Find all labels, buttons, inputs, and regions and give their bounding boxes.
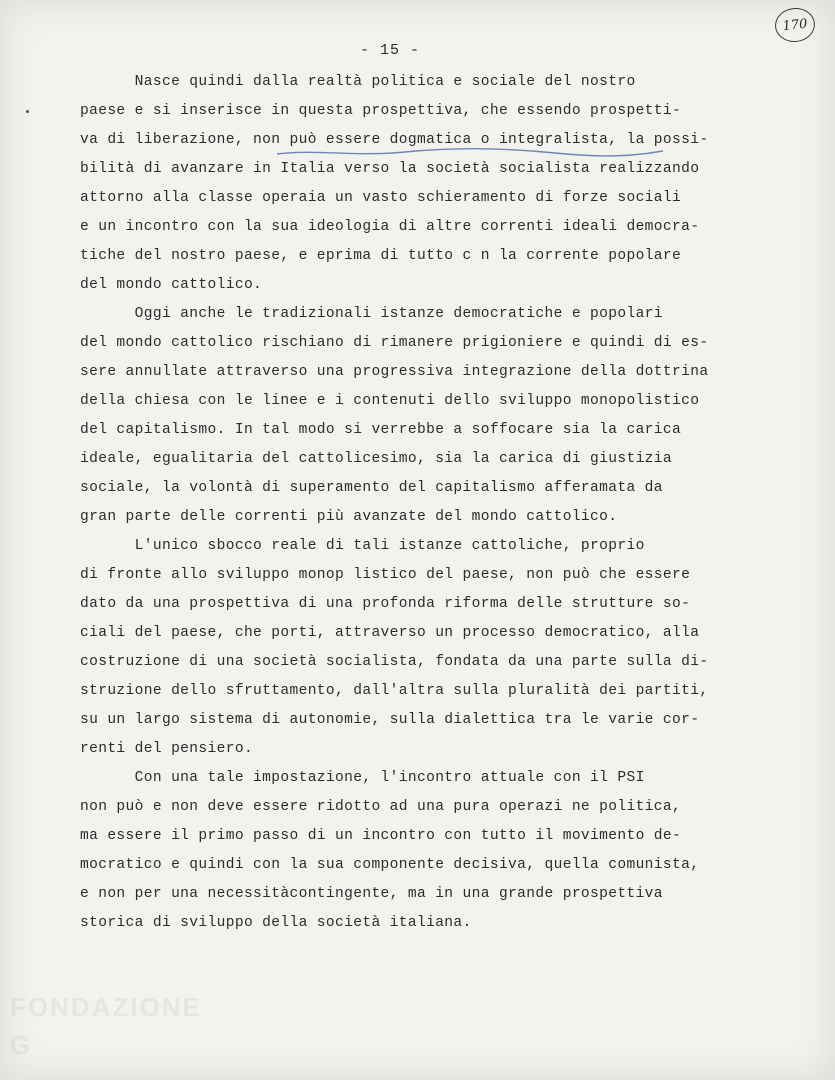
text-line: va di liberazione, non può essere dogmatica o integralista, la possi-	[80, 132, 709, 148]
text-line: Con una tale impostazione, l'incontro attuale con il PSI	[80, 770, 645, 786]
text-line: struzione dello sfruttamento, dall'altra sulla pluralità dei partiti,	[80, 683, 709, 699]
text-line: ma essere il primo passo di un incontro con tutto il movimento de-	[80, 828, 682, 844]
text-line: L'unico sbocco reale di tali istanze cattoliche, proprio	[80, 538, 645, 554]
folio-stamp	[773, 6, 816, 44]
archive-watermark	[10, 988, 202, 1064]
text-line: dato da una prospettiva di una profonda riforma delle strutture so-	[80, 596, 691, 612]
text-line: storica di sviluppo della società italiana.	[80, 915, 472, 931]
text-line: Nasce quindi dalla realtà politica e sociale del nostro	[80, 74, 636, 90]
text-line: ideale, egualitaria del cattolicesimo, sia la carica di giustizia	[80, 451, 672, 467]
text-line: e un incontro con la sua ideologia di altre correnti ideali democra-	[80, 219, 700, 235]
paper-speck	[26, 110, 29, 113]
text-line: Oggi anche le tradizionali istanze democratiche e popolari	[80, 306, 663, 322]
text-line: e non per una necessitàcontingente, ma in una grande prospettiva	[80, 886, 663, 902]
paragraph-4	[80, 764, 780, 938]
text-line: del capitalismo. In tal modo si verrebbe a soffocare sia la carica	[80, 422, 682, 438]
text-line: gran parte delle correnti più avanzate del mondo cattolico.	[80, 509, 618, 525]
text-line: renti del pensiero.	[80, 741, 254, 757]
paragraph-2	[80, 300, 780, 532]
text-line: della chiesa con le linee e i contenuti dello sviluppo monopolistico	[80, 393, 700, 409]
text-line: tiche del nostro paese, e eprima di tutto c n la corrente popolare	[80, 248, 682, 264]
page-number: - 15 -	[359, 42, 420, 59]
text-line: mocratico e quindi con la sua componente decisiva, quella comunista,	[80, 857, 700, 873]
text-line: costruzione di una società socialista, fondata da una parte sulla di-	[80, 654, 709, 670]
text-line: non può e non deve essere ridotto ad una pura operazi ne politica,	[80, 799, 682, 815]
watermark-line: G	[10, 1030, 33, 1060]
text-line: bilità di avanzare in Italia verso la società socialista realizzando	[80, 161, 700, 177]
text-line: attorno alla classe operaia un vasto schieramento di forze sociali	[80, 190, 682, 206]
text-line: sere annullate attraverso una progressiva integrazione della dottrina	[80, 364, 709, 380]
paragraph-1	[80, 68, 780, 300]
paragraph-3	[80, 532, 780, 764]
document-body	[80, 68, 780, 938]
watermark-line: FONDAZIONE	[10, 992, 202, 1022]
text-line: del mondo cattolico.	[80, 277, 263, 293]
text-line: del mondo cattolico rischiano di rimanere prigioniere e quindi di es-	[80, 335, 709, 351]
folio-number: 170	[781, 16, 809, 34]
text-line: su un largo sistema di autonomie, sulla dialettica tra le varie cor-	[80, 712, 700, 728]
text-line: sociale, la volontà di superamento del capitalismo afferamata da	[80, 480, 663, 496]
text-line: paese e si inserisce in questa prospettiva, che essendo prospetti-	[80, 103, 682, 119]
text-line: di fronte allo sviluppo monop listico del paese, non può che essere	[80, 567, 691, 583]
text-line: ciali del paese, che porti, attraverso un processo democratico, alla	[80, 625, 700, 641]
